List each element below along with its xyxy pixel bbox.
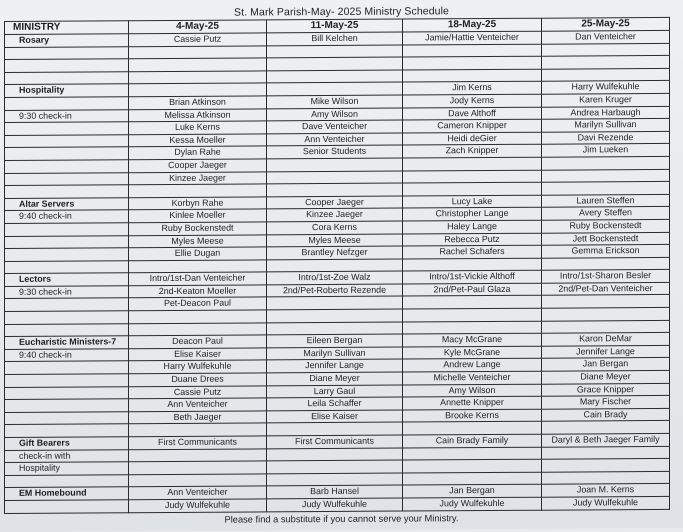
schedule-cell [267, 70, 403, 83]
ministry-label [5, 374, 129, 387]
schedule-cell: Kessa Moeller [129, 134, 267, 147]
schedule-cell [403, 170, 542, 183]
schedule-cell [129, 448, 267, 461]
schedule-cell: Cameron Knipper [403, 119, 542, 132]
schedule-cell: Dylan Rahe [129, 146, 267, 159]
ministry-note: 9:30 check-in [19, 110, 72, 121]
schedule-cell [267, 448, 403, 461]
ministry-section-title: EM Homebound [19, 487, 87, 499]
schedule-cell [542, 68, 670, 81]
schedule-cell [267, 158, 403, 171]
ministry-label [5, 500, 129, 513]
ministry-section-title: Eucharistic Ministers-7 [19, 336, 117, 348]
schedule-cell: Cain Brady [542, 408, 670, 421]
schedule-cell: Senior Students [267, 145, 403, 158]
schedule-cell: Judy Wulfekuhle [129, 499, 267, 512]
schedule-cell: Intro/1st-Vickie Althoff [403, 270, 542, 283]
schedule-cell: Larry Gaul [267, 385, 403, 398]
schedule-cell: Brantley Nefzger [267, 246, 403, 259]
schedule-cell [129, 423, 267, 436]
schedule-cell: Andrew Lange [403, 359, 542, 372]
schedule-cell [267, 297, 403, 310]
schedule-cell: Kyle McGrane [403, 346, 542, 359]
footer-note: Please find a substitute if you cannot serve your Ministry. [224, 513, 459, 525]
ministry-section-title: Rosary [19, 34, 50, 45]
schedule-cell: Brooke Kerns [403, 409, 542, 422]
schedule-cell [542, 56, 670, 69]
ministry-label [5, 109, 129, 122]
schedule-cell: Cooper Jaeger [129, 159, 267, 172]
schedule-cell [129, 461, 267, 474]
schedule-cell: Eileen Bergan [267, 334, 403, 347]
schedule-cell: Gemma Erickson [542, 245, 670, 258]
schedule-cell [267, 473, 403, 486]
schedule-cell: Myles Meese [129, 234, 267, 247]
schedule-cell [267, 422, 403, 435]
schedule-cell: Harry Wulfekuhle [129, 360, 267, 373]
ministry-note: check-in with [19, 450, 71, 461]
ministry-section-title: Gift Bearers [19, 437, 70, 448]
ministry-label [5, 298, 129, 311]
schedule-cell [403, 69, 542, 82]
column-header-date: 4-May-25 [129, 20, 267, 34]
ministry-label [5, 46, 129, 59]
ministry-label [5, 462, 129, 475]
schedule-cell [542, 421, 670, 434]
schedule-cell: Leila Schaffer [267, 397, 403, 410]
schedule-cell: Jennifer Lange [267, 359, 403, 372]
schedule-cell: Kinlee Moeller [129, 209, 267, 222]
ministry-label [5, 311, 129, 324]
schedule-cell: Macy McGrane [403, 333, 542, 346]
schedule-cell [267, 259, 403, 272]
schedule-cell: Dan Venteicher [542, 30, 670, 43]
schedule-cell: Elise Kaiser [267, 410, 403, 423]
schedule-cell: Dave Althoff [403, 107, 542, 120]
schedule-cell: First Communicants [129, 436, 267, 449]
ministry-label [5, 260, 129, 273]
ministry-label [5, 134, 129, 147]
ministry-note: 9:40 check-in [19, 349, 72, 360]
page-title: St. Mark Parish-May- 2025 Ministry Schedule [234, 5, 449, 19]
schedule-cell [129, 323, 267, 336]
schedule-cell: Intro/1st-Sharon Besler [542, 270, 670, 283]
schedule-cell: Kinzee Jaeger [267, 208, 403, 221]
column-header-date: 18-May-25 [403, 18, 542, 32]
schedule-cell: Cooper Jaeger [267, 196, 403, 209]
schedule-cell: Kinzee Jaeger [129, 171, 267, 184]
ministry-label [5, 248, 129, 261]
schedule-cell: Rebecca Putz [403, 233, 542, 246]
ministry-schedule-table [4, 17, 670, 514]
schedule-cell: Lauren Steffen [542, 194, 670, 207]
schedule-cell: Jody Kerns [403, 94, 542, 107]
ministry-label [5, 361, 129, 374]
ministry-section-title: Hospitality [19, 84, 65, 96]
schedule-cell [267, 82, 403, 95]
schedule-cell [129, 71, 267, 84]
ministry-label [5, 437, 129, 450]
schedule-cell [129, 310, 267, 323]
schedule-cell: Diane Meyer [542, 370, 670, 383]
schedule-cell [542, 307, 670, 320]
schedule-cell [403, 182, 542, 195]
schedule-cell: Christopher Lange [403, 208, 542, 221]
schedule-cell: Intro/1st-Zoe Walz [267, 271, 403, 284]
schedule-cell: Bill Kelchen [267, 32, 403, 45]
ministry-label [5, 160, 129, 173]
column-header-date: 11-May-25 [267, 19, 403, 33]
schedule-cell: Judy Wulfekuhle [267, 498, 403, 511]
schedule-cell [267, 183, 403, 196]
ministry-note: Hospitality [19, 462, 60, 474]
ministry-label [5, 323, 129, 336]
schedule-cell: Dave Venteicher [267, 120, 403, 133]
schedule-cell: Davi Rezende [542, 131, 670, 144]
schedule-cell: Grace Knipper [542, 383, 670, 396]
schedule-cell [267, 460, 403, 473]
schedule-cell: Annette Knipper [403, 396, 542, 409]
column-header-date: 25-May-25 [542, 17, 670, 31]
ministry-label [5, 34, 129, 47]
schedule-cell [129, 58, 267, 71]
schedule-cell [129, 45, 267, 58]
schedule-cell: Ann Venteicher [129, 486, 267, 499]
schedule-cell: Jim Lueken [542, 144, 670, 157]
schedule-cell: Ruby Bockenstedt [542, 219, 670, 232]
ministry-label [5, 122, 129, 135]
schedule-cell [542, 295, 670, 308]
schedule-cell [542, 156, 670, 169]
schedule-cell: 2nd/Pet-Dan Venteicher [542, 282, 670, 295]
ministry-section-title: Lectors [19, 273, 52, 285]
table-row [5, 496, 670, 513]
ministry-note: 9:30 check-in [19, 286, 72, 297]
schedule-cell: 2nd/Pet-Paul Glaza [403, 283, 542, 296]
schedule-cell: Melissa Atkinson [129, 108, 267, 121]
schedule-cell: Cain Brady Family [403, 434, 542, 447]
schedule-cell [403, 321, 542, 334]
ministry-note: 9:40 check-in [19, 210, 72, 222]
schedule-cell [129, 184, 267, 197]
schedule-cell: Cora Kerns [267, 221, 403, 234]
schedule-cell [542, 471, 670, 484]
schedule-cell: Deacon Paul [129, 335, 267, 348]
schedule-cell: Judy Wulfekuhle [403, 497, 542, 510]
schedule-cell [542, 459, 670, 472]
ministry-label [5, 59, 129, 72]
schedule-cell [403, 472, 542, 485]
ministry-label [5, 286, 129, 299]
schedule-cell: Beth Jaeger [129, 411, 267, 424]
ministry-label [5, 336, 129, 349]
schedule-cell: First Communicants [267, 435, 403, 448]
schedule-cell [129, 474, 267, 487]
schedule-cell [403, 447, 542, 460]
schedule-cell: Ellie Dugan [129, 247, 267, 260]
schedule-cell [542, 257, 670, 270]
ministry-label [5, 235, 129, 248]
schedule-cell: 2nd/Pet-Roberto Rezende [267, 284, 403, 297]
schedule-cell [403, 56, 542, 69]
schedule-cell: Jennifer Lange [542, 345, 670, 358]
schedule-cell: Haley Lange [403, 220, 542, 233]
schedule-cell: Ann Venteicher [129, 398, 267, 411]
schedule-cell [403, 308, 542, 321]
schedule-cell: Marilyn Sullivan [542, 119, 670, 132]
ministry-label [5, 147, 129, 160]
ministry-label [5, 424, 129, 437]
ministry-label [5, 386, 129, 399]
schedule-cell [267, 45, 403, 58]
schedule-cell [403, 422, 542, 435]
schedule-cell: Daryl & Beth Jaeger Family [542, 433, 670, 446]
schedule-cell: Ruby Bockenstedt [129, 222, 267, 235]
ministry-label [5, 185, 129, 198]
ministry-label [5, 210, 129, 223]
schedule-cell: Avery Steffen [542, 207, 670, 220]
schedule-cell: Zach Knipper [403, 145, 542, 158]
ministry-section-title: Altar Servers [19, 198, 75, 209]
schedule-cell: Jim Kerns [403, 82, 542, 95]
schedule-cell: Judy Wulfekuhle [542, 496, 670, 509]
schedule-cell: Pet-Deacon Paul [129, 297, 267, 310]
ministry-label [5, 97, 129, 110]
ministry-label [5, 399, 129, 412]
ministry-label [5, 449, 129, 462]
schedule-cell [542, 320, 670, 333]
schedule-cell: Amy Wilson [403, 384, 542, 397]
schedule-cell [403, 157, 542, 170]
schedule-cell: Jan Bergan [542, 358, 670, 371]
schedule-cell: Intro/1st-Dan Venteicher [129, 272, 267, 285]
ministry-label [5, 71, 129, 84]
schedule-cell: Korbyn Rahe [129, 197, 267, 210]
schedule-cell: Mike Wilson [267, 95, 403, 108]
ministry-label [5, 273, 129, 286]
schedule-cell: Heidi deGier [403, 132, 542, 145]
ministry-label [5, 487, 129, 500]
schedule-cell: Karon DeMar [542, 333, 670, 346]
schedule-cell: Brian Atkinson [129, 96, 267, 109]
schedule-cell [267, 57, 403, 70]
schedule-cell: Jett Bockenstedt [542, 232, 670, 245]
schedule-cell: Karen Kruger [542, 93, 670, 106]
schedule-cell: Myles Meese [267, 234, 403, 247]
column-header-ministry: MINISTRY [5, 21, 129, 35]
ministry-label [5, 223, 129, 236]
schedule-cell: Cassie Putz [129, 33, 267, 46]
schedule-cell: Rachel Schafers [403, 245, 542, 258]
ministry-label [5, 474, 129, 487]
ministry-label [5, 84, 129, 97]
schedule-cell: Harry Wulfekuhle [542, 81, 670, 94]
schedule-cell [542, 169, 670, 182]
schedule-cell: Lucy Lake [403, 195, 542, 208]
schedule-cell [403, 459, 542, 472]
schedule-cell: Mary Fischer [542, 396, 670, 409]
schedule-cell [129, 260, 267, 273]
ministry-label [5, 412, 129, 425]
schedule-cell [267, 171, 403, 184]
schedule-cell: Marilyn Sullivan [267, 347, 403, 360]
ministry-label [5, 197, 129, 210]
schedule-cell: Cassie Putz [129, 385, 267, 398]
schedule-cell: Duane Drees [129, 373, 267, 386]
schedule-cell [542, 43, 670, 56]
schedule-cell: Luke Kerns [129, 121, 267, 134]
schedule-cell: Elise Kaiser [129, 348, 267, 361]
schedule-cell: Diane Meyer [267, 372, 403, 385]
schedule-cell: Andrea Harbaugh [542, 106, 670, 119]
schedule-cell [403, 258, 542, 271]
schedule-cell: Jan Bergan [403, 485, 542, 498]
schedule-cell [267, 322, 403, 335]
schedule-cell: Michelle Venteicher [403, 371, 542, 384]
schedule-cell [267, 309, 403, 322]
schedule-cell: Joan M. Kerns [542, 484, 670, 497]
schedule-cell [542, 446, 670, 459]
schedule-cell [403, 44, 542, 57]
schedule-cell: Amy Wilson [267, 108, 403, 121]
ministry-label [5, 172, 129, 185]
schedule-cell [129, 83, 267, 96]
schedule-cell: Jamie/Hattie Venteicher [403, 31, 542, 44]
schedule-cell: Barb Hansel [267, 485, 403, 498]
schedule-cell: 2nd-Keaton Moeller [129, 285, 267, 298]
schedule-cell: Ann Venteicher [267, 133, 403, 146]
ministry-label [5, 349, 129, 362]
schedule-cell [403, 296, 542, 309]
schedule-cell [542, 182, 670, 195]
